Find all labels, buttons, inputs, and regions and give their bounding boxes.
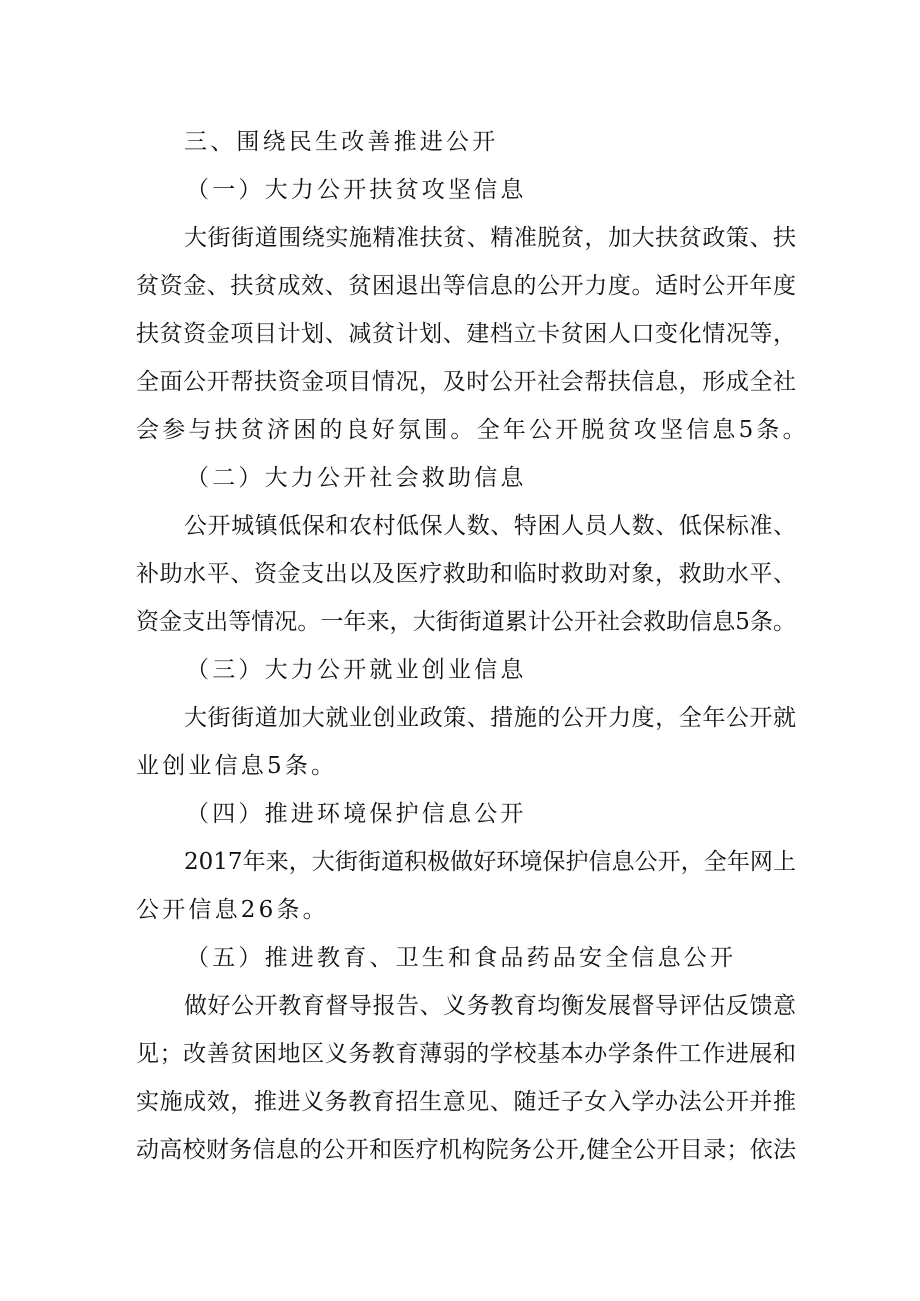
subsection-heading-1: （一）大力公开扶贫攻坚信息 [186, 177, 527, 203]
subsection-heading-4: （四）推进环境保护信息公开 [186, 801, 527, 827]
paragraph-line: 大街街道加大就业创业政策、措施的公开力度，全年公开就 [184, 705, 796, 731]
paragraph-line: 实施成效，推进义务教育招生意见、随迁子女入学办法公开并推 [136, 1089, 796, 1115]
subsection-heading-2: （二）大力公开社会救助信息 [186, 465, 527, 491]
paragraph-line: 扶贫资金项目计划、减贫计划、建档立卡贫困人口变化情况等， [136, 321, 796, 347]
paragraph-line: 大街街道围绕实施精准扶贫、精准脱贫，加大扶贫政策、扶 [184, 225, 796, 251]
paragraph-line: 补助水平、资金支出以及医疗救助和临时救助对象，救助水平、 [136, 561, 796, 587]
paragraph-line: 会参与扶贫济困的良好氛围。全年公开脱贫攻坚信息5条。 [136, 417, 809, 443]
paragraph-line: 资金支出等情况。一年来，大街街道累计公开社会救助信息5条。 [136, 609, 796, 635]
paragraph-line: 做好公开教育督导报告、义务教育均衡发展督导评估反馈意 [184, 993, 796, 1019]
subsection-heading-5: （五）推进教育、卫生和食品药品安全信息公开 [186, 945, 737, 971]
paragraph-line: 公开城镇低保和农村低保人数、特困人员人数、低保标准、 [184, 513, 796, 539]
paragraph-line: 贫资金、扶贫成效、贫困退出等信息的公开力度。适时公开年度 [136, 273, 796, 299]
section-heading: 三、围绕民生改善推进公开 [184, 129, 499, 155]
paragraph-line: 2017年来，大街街道积极做好环境保护信息公开，全年网上 [184, 849, 796, 875]
subsection-heading-3: （三）大力公开就业创业信息 [186, 657, 527, 683]
paragraph-line: 见；改善贫困地区义务教育薄弱的学校基本办学条件工作进展和 [136, 1041, 796, 1067]
document-body [136, 118, 809, 1174]
paragraph-line: 动高校财务信息的公开和医疗机构院务公开,健全公开目录；依法 [136, 1137, 796, 1163]
paragraph-line: 公开信息26条。 [136, 897, 329, 923]
paragraph-line: 全面公开帮扶资金项目情况，及时公开社会帮扶信息，形成全社 [136, 369, 796, 395]
paragraph-line: 业创业信息5条。 [136, 753, 338, 779]
